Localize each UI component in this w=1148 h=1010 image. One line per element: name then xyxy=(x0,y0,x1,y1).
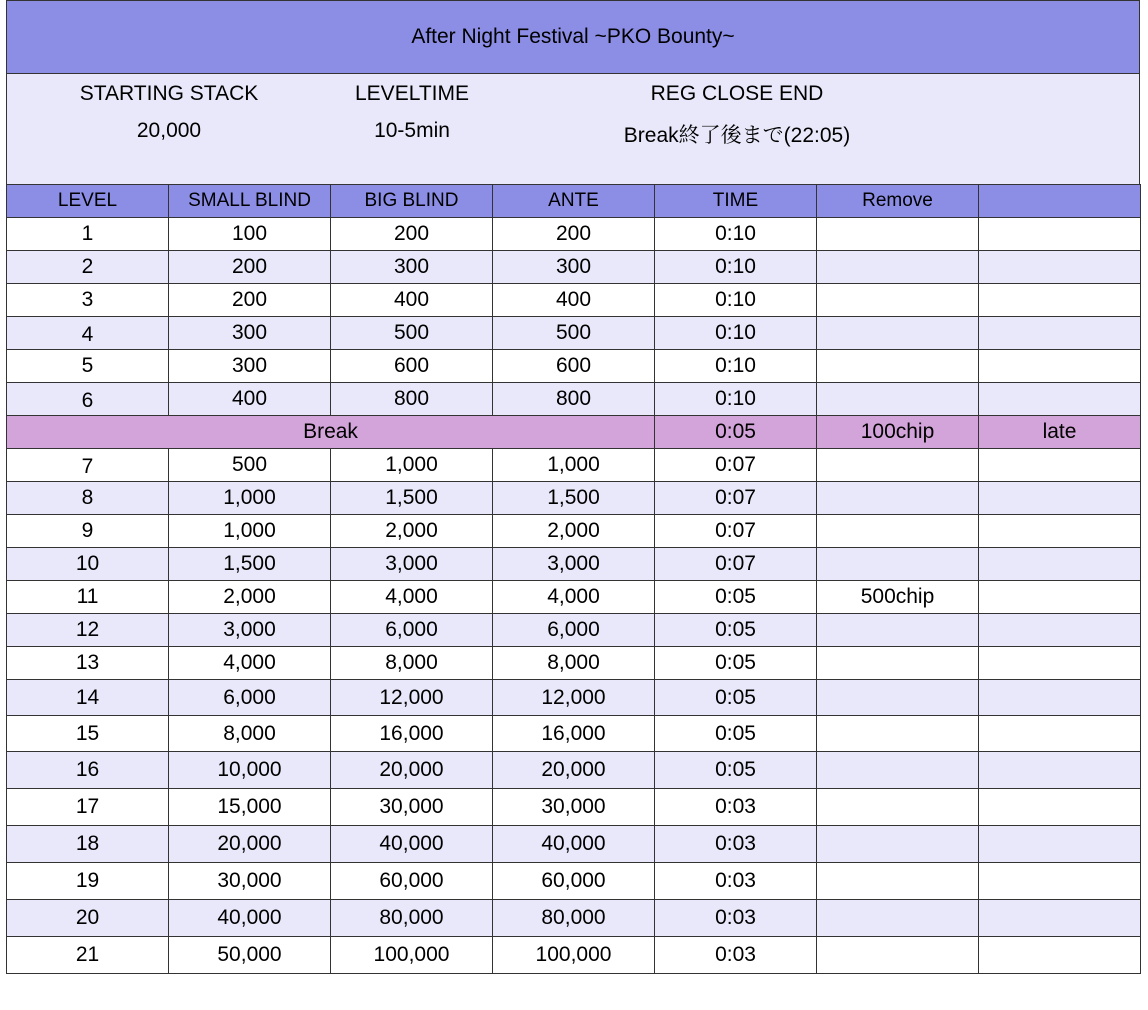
table-row xyxy=(7,680,1141,716)
column-header-big-blind: BIG BLIND xyxy=(331,185,493,218)
remove-cell xyxy=(817,614,979,647)
extra-cell xyxy=(979,515,1141,548)
table-row xyxy=(7,789,1141,826)
small-blind-cell: 8,000 xyxy=(169,716,331,752)
extra-cell xyxy=(979,937,1141,974)
column-header-level: LEVEL xyxy=(7,185,169,218)
table-row xyxy=(7,383,1141,416)
level-cell: 13 xyxy=(7,647,169,680)
level-cell: 12 xyxy=(7,614,169,647)
time-cell: 0:10 xyxy=(655,218,817,251)
small-blind-cell: 500 xyxy=(169,449,331,482)
ante-cell: 3,000 xyxy=(493,548,655,581)
extra-cell xyxy=(979,317,1141,350)
tournament-title: After Night Festival ~PKO Bounty~ xyxy=(411,25,735,48)
level-cell: 15 xyxy=(7,716,169,752)
remove-cell xyxy=(817,937,979,974)
extra-cell xyxy=(979,251,1141,284)
big-blind-cell: 600 xyxy=(331,350,493,383)
time-cell: 0:03 xyxy=(655,863,817,900)
level-cell: 16 xyxy=(7,752,169,789)
small-blind-cell: 300 xyxy=(169,317,331,350)
small-blind-cell: 200 xyxy=(169,284,331,317)
extra-cell xyxy=(979,716,1141,752)
ante-cell: 60,000 xyxy=(493,863,655,900)
extra-cell xyxy=(979,826,1141,863)
level-cell: 21 xyxy=(7,937,169,974)
table-row xyxy=(7,900,1141,937)
table-header-row xyxy=(7,185,1141,218)
time-cell: 0:03 xyxy=(655,937,817,974)
leveltime-value: 10-5min xyxy=(374,119,450,142)
small-blind-cell: 400 xyxy=(169,383,331,416)
extra-cell xyxy=(979,900,1141,937)
level-cell: 19 xyxy=(7,863,169,900)
ante-cell: 400 xyxy=(493,284,655,317)
small-blind-cell: 50,000 xyxy=(169,937,331,974)
ante-cell: 800 xyxy=(493,383,655,416)
table-row xyxy=(7,716,1141,752)
remove-cell xyxy=(817,716,979,752)
table-row xyxy=(7,752,1141,789)
level-cell: 3 xyxy=(7,284,169,317)
ante-cell: 4,000 xyxy=(493,581,655,614)
remove-cell xyxy=(817,515,979,548)
ante-cell: 1,500 xyxy=(493,482,655,515)
ante-cell: 300 xyxy=(493,251,655,284)
tournament-info-panel xyxy=(6,74,1140,184)
level-cell: 20 xyxy=(7,900,169,937)
ante-cell: 6,000 xyxy=(493,614,655,647)
table-row xyxy=(7,647,1141,680)
time-cell: 0:10 xyxy=(655,284,817,317)
time-cell: 0:10 xyxy=(655,317,817,350)
starting-stack-label: STARTING STACK xyxy=(79,82,259,105)
small-blind-cell: 40,000 xyxy=(169,900,331,937)
time-cell: 0:05 xyxy=(655,716,817,752)
time-cell: 0:07 xyxy=(655,482,817,515)
small-blind-cell: 15,000 xyxy=(169,789,331,826)
tournament-title-bar xyxy=(6,0,1140,74)
break-extra: late xyxy=(979,416,1141,449)
remove-cell xyxy=(817,218,979,251)
break-time: 0:05 xyxy=(655,416,817,449)
small-blind-cell: 20,000 xyxy=(169,826,331,863)
level-cell: 18 xyxy=(7,826,169,863)
big-blind-cell: 500 xyxy=(331,317,493,350)
ante-cell: 30,000 xyxy=(493,789,655,826)
remove-cell xyxy=(817,863,979,900)
time-cell: 0:05 xyxy=(655,581,817,614)
big-blind-cell: 20,000 xyxy=(331,752,493,789)
level-cell: 6 xyxy=(7,383,169,416)
level-cell: 5 xyxy=(7,350,169,383)
big-blind-cell: 1,000 xyxy=(331,449,493,482)
blind-structure-sheet xyxy=(6,0,1140,974)
remove-cell: 500chip xyxy=(817,581,979,614)
big-blind-cell: 12,000 xyxy=(331,680,493,716)
ante-cell: 1,000 xyxy=(493,449,655,482)
level-cell: 14 xyxy=(7,680,169,716)
break-remove: 100chip xyxy=(817,416,979,449)
extra-cell xyxy=(979,350,1141,383)
ante-cell: 500 xyxy=(493,317,655,350)
remove-cell xyxy=(817,284,979,317)
ante-cell: 8,000 xyxy=(493,647,655,680)
big-blind-cell: 300 xyxy=(331,251,493,284)
table-row xyxy=(7,614,1141,647)
ante-cell: 40,000 xyxy=(493,826,655,863)
table-row xyxy=(7,826,1141,863)
break-row xyxy=(7,416,1141,449)
remove-cell xyxy=(817,752,979,789)
level-cell: 7 xyxy=(7,449,169,482)
table-row xyxy=(7,863,1141,900)
time-cell: 0:05 xyxy=(655,647,817,680)
time-cell: 0:10 xyxy=(655,251,817,284)
small-blind-cell: 300 xyxy=(169,350,331,383)
small-blind-cell: 2,000 xyxy=(169,581,331,614)
small-blind-cell: 6,000 xyxy=(169,680,331,716)
remove-cell xyxy=(817,350,979,383)
table-row xyxy=(7,548,1141,581)
small-blind-cell: 1,000 xyxy=(169,482,331,515)
table-row xyxy=(7,449,1141,482)
ante-cell: 100,000 xyxy=(493,937,655,974)
small-blind-cell: 30,000 xyxy=(169,863,331,900)
remove-cell xyxy=(817,251,979,284)
table-row xyxy=(7,284,1141,317)
table-row xyxy=(7,482,1141,515)
small-blind-cell: 3,000 xyxy=(169,614,331,647)
time-cell: 0:05 xyxy=(655,752,817,789)
big-blind-cell: 400 xyxy=(331,284,493,317)
extra-cell xyxy=(979,680,1141,716)
small-blind-cell: 1,000 xyxy=(169,515,331,548)
time-cell: 0:03 xyxy=(655,826,817,863)
time-cell: 0:07 xyxy=(655,515,817,548)
small-blind-cell: 1,500 xyxy=(169,548,331,581)
extra-cell xyxy=(979,482,1141,515)
time-cell: 0:10 xyxy=(655,350,817,383)
table-row xyxy=(7,937,1141,974)
time-cell: 0:10 xyxy=(655,383,817,416)
extra-cell xyxy=(979,449,1141,482)
blind-structure-table xyxy=(6,184,1141,974)
small-blind-cell: 4,000 xyxy=(169,647,331,680)
small-blind-cell: 10,000 xyxy=(169,752,331,789)
big-blind-cell: 40,000 xyxy=(331,826,493,863)
remove-cell xyxy=(817,826,979,863)
break-label: Break xyxy=(7,416,655,449)
extra-cell xyxy=(979,863,1141,900)
table-row xyxy=(7,515,1141,548)
small-blind-cell: 100 xyxy=(169,218,331,251)
level-cell: 11 xyxy=(7,581,169,614)
big-blind-cell: 8,000 xyxy=(331,647,493,680)
ante-cell: 16,000 xyxy=(493,716,655,752)
table-row xyxy=(7,218,1141,251)
extra-cell xyxy=(979,647,1141,680)
reg-close-label: REG CLOSE END xyxy=(650,82,824,105)
table-row xyxy=(7,350,1141,383)
big-blind-cell: 800 xyxy=(331,383,493,416)
column-header-ante: ANTE xyxy=(493,185,655,218)
level-cell: 2 xyxy=(7,251,169,284)
remove-cell xyxy=(817,900,979,937)
leveltime-label: LEVELTIME xyxy=(355,82,469,105)
extra-cell xyxy=(979,614,1141,647)
time-cell: 0:07 xyxy=(655,449,817,482)
table-row xyxy=(7,251,1141,284)
big-blind-cell: 80,000 xyxy=(331,900,493,937)
ante-cell: 600 xyxy=(493,350,655,383)
extra-cell xyxy=(979,218,1141,251)
extra-cell xyxy=(979,581,1141,614)
big-blind-cell: 30,000 xyxy=(331,789,493,826)
time-cell: 0:05 xyxy=(655,680,817,716)
remove-cell xyxy=(817,317,979,350)
remove-cell xyxy=(817,680,979,716)
column-header-extra xyxy=(979,185,1141,218)
remove-cell xyxy=(817,383,979,416)
big-blind-cell: 60,000 xyxy=(331,863,493,900)
remove-cell xyxy=(817,647,979,680)
big-blind-cell: 200 xyxy=(331,218,493,251)
time-cell: 0:03 xyxy=(655,789,817,826)
big-blind-cell: 16,000 xyxy=(331,716,493,752)
big-blind-cell: 1,500 xyxy=(331,482,493,515)
ante-cell: 2,000 xyxy=(493,515,655,548)
big-blind-cell: 100,000 xyxy=(331,937,493,974)
level-cell: 1 xyxy=(7,218,169,251)
extra-cell xyxy=(979,284,1141,317)
big-blind-cell: 2,000 xyxy=(331,515,493,548)
time-cell: 0:07 xyxy=(655,548,817,581)
remove-cell xyxy=(817,449,979,482)
big-blind-cell: 3,000 xyxy=(331,548,493,581)
remove-cell xyxy=(817,548,979,581)
ante-cell: 80,000 xyxy=(493,900,655,937)
column-header-time: TIME xyxy=(655,185,817,218)
big-blind-cell: 6,000 xyxy=(331,614,493,647)
level-cell: 10 xyxy=(7,548,169,581)
starting-stack-value: 20,000 xyxy=(136,119,202,142)
level-cell: 4 xyxy=(7,317,169,350)
table-row xyxy=(7,317,1141,350)
remove-cell xyxy=(817,482,979,515)
extra-cell xyxy=(979,752,1141,789)
reg-close-value: Break終了後まで(22:05) xyxy=(623,124,851,147)
remove-cell xyxy=(817,789,979,826)
extra-cell xyxy=(979,548,1141,581)
ante-cell: 200 xyxy=(493,218,655,251)
ante-cell: 12,000 xyxy=(493,680,655,716)
table-row xyxy=(7,581,1141,614)
column-header-remove: Remove xyxy=(817,185,979,218)
extra-cell xyxy=(979,789,1141,826)
level-cell: 9 xyxy=(7,515,169,548)
small-blind-cell: 200 xyxy=(169,251,331,284)
column-header-small-blind: SMALL BLIND xyxy=(169,185,331,218)
level-cell: 17 xyxy=(7,789,169,826)
level-cell: 8 xyxy=(7,482,169,515)
time-cell: 0:03 xyxy=(655,900,817,937)
ante-cell: 20,000 xyxy=(493,752,655,789)
time-cell: 0:05 xyxy=(655,614,817,647)
extra-cell xyxy=(979,383,1141,416)
big-blind-cell: 4,000 xyxy=(331,581,493,614)
